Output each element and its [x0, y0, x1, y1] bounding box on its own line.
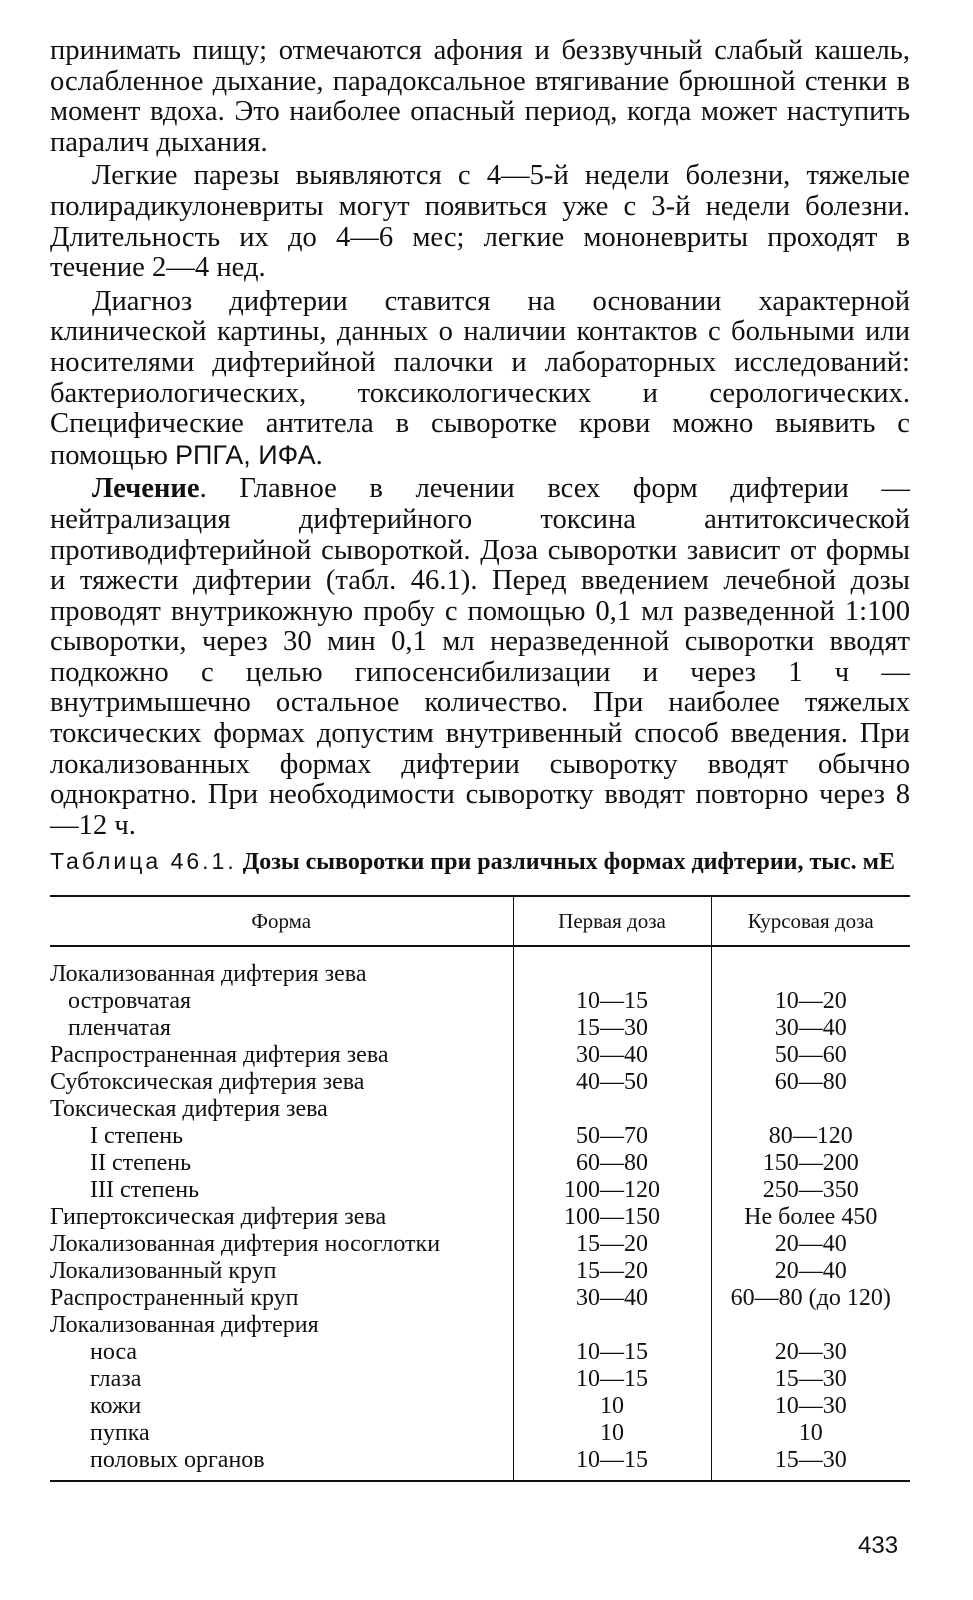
paragraph-3: [50, 287, 910, 472]
header-course-dose: Курсовая доза: [711, 896, 910, 946]
header-first-dose: Первая доза: [513, 896, 711, 946]
table-row: [50, 1069, 910, 1096]
cell-course-dose: 20—40: [774, 1231, 847, 1257]
cell-first-dose: 60—80: [513, 1150, 711, 1177]
cell-course-dose: 15—30: [774, 1366, 847, 1392]
table-header-row: [50, 896, 910, 946]
cell-course-dose: 60—80 (до 120): [730, 1285, 891, 1311]
cell-form: половых органов: [50, 1447, 513, 1481]
cell-first-dose: 40—50: [513, 1069, 711, 1096]
table-row: [50, 1123, 910, 1150]
table-row: [50, 1042, 910, 1069]
abbreviations: РПГА, ИФА: [175, 439, 316, 470]
paragraph-4: [50, 474, 910, 841]
cell-form: Субтоксическая дифтерия зева: [50, 1069, 513, 1096]
cell-course-dose: 20—30: [774, 1339, 847, 1365]
cell-first-dose: 15—20: [513, 1258, 711, 1285]
cell-form: Токсическая дифтерия зева: [50, 1096, 513, 1123]
cell-form: Гипертоксическая дифтерия зева: [50, 1204, 513, 1231]
cell-course-dose: 80—120: [768, 1123, 853, 1149]
table-caption: [50, 848, 910, 876]
cell-form: II степень: [50, 1150, 513, 1177]
table-row: [50, 1150, 910, 1177]
table-row: [50, 1339, 910, 1366]
table-row: [50, 1312, 910, 1339]
cell-course-dose: 50—60: [774, 1042, 847, 1068]
cell-first-dose: 10: [513, 1420, 711, 1447]
cell-first-dose: [513, 1096, 711, 1123]
cell-form: островчатая: [50, 988, 513, 1015]
cell-first-dose: 50—70: [513, 1123, 711, 1150]
cell-form: Локализованная дифтерия носоглотки: [50, 1231, 513, 1258]
table-row: [50, 1420, 910, 1447]
table-row: [50, 1015, 910, 1042]
cell-form: Локализованная дифтерия зева: [50, 961, 513, 988]
table-row: [50, 1258, 910, 1285]
cell-course-dose: 250—350: [762, 1177, 859, 1203]
cell-first-dose: 30—40: [513, 1285, 711, 1312]
table-row: [50, 988, 910, 1015]
header-form: Форма: [50, 896, 513, 946]
paragraph-4-text: . Главное в лечении всех форм дифтерии — нейтрализация дифтерийного токсина антитоксической противодифтерийной сывороткой. Доза сыворотки зависит от формы и тяжести дифтерии (табл. 46.1). Перед введением лечебной дозы проводят внутрикожную пробу с помощью 0,1 мл разведенной 1:100 сыворотки, через 30 мин 0,1 мл неразведенной сыворотки вводят подкожно с целью гипосенсибилизации и через 1 ч — внутримышечно остальное количество. При наиболее тяжелых токсических формах допустим внутривенный способ введения. При локализованных формах дифтерии сыворотку вводят обычно однократно. При необходимости сыворотку вводят повторно через 8—12 ч.: [50, 473, 910, 841]
table-row: [50, 1231, 910, 1258]
cell-form: глаза: [50, 1366, 513, 1393]
dose-table-wrapper: [50, 895, 910, 1482]
table-row: [50, 1393, 910, 1420]
cell-course-dose: [711, 1096, 910, 1123]
cell-form: носа: [50, 1339, 513, 1366]
body-text: [50, 36, 910, 844]
cell-first-dose: 100—120: [513, 1177, 711, 1204]
cell-first-dose: [513, 961, 711, 988]
table-row: [50, 1096, 910, 1123]
table-row: [50, 1366, 910, 1393]
table-row: [50, 1177, 910, 1204]
table-caption-label: Таблица 46.1.: [50, 848, 237, 874]
paragraph-3-text: Диагноз дифтерии ставится на основании характерной клинической картины, данных о наличии контактов с больными или носителями дифтерийной палочки и лабораторных исследований: бактериологических, токсикологических и серологических. Специфические антитела в сыворотке крови можно выявить с помощью: [50, 285, 910, 471]
cell-course-dose: Не более 450: [744, 1204, 878, 1230]
page-number: 433: [858, 1532, 899, 1559]
cell-course-dose: 10—20: [774, 988, 847, 1014]
table-row: [50, 1204, 910, 1231]
dose-table: [50, 895, 910, 1482]
treatment-heading: Лечение: [92, 473, 200, 505]
cell-first-dose: 10—15: [513, 1339, 711, 1366]
paragraph-1: принимать пищу; отмечаются афония и беззвучный слабый кашель, ослабленное дыхание, парадоксальное втягивание брюшной стенки в момент вдоха. Это наиболее опасный период, когда может наступить паралич дыхания.: [50, 35, 910, 158]
cell-form: пупка: [50, 1420, 513, 1447]
cell-form: Распространенная дифтерия зева: [50, 1042, 513, 1069]
table-caption-title: Дозы сыворотки при различных формах дифтерии, тыс. мЕ: [242, 849, 896, 875]
cell-first-dose: 10—15: [513, 1366, 711, 1393]
cell-first-dose: 30—40: [513, 1042, 711, 1069]
cell-form: III степень: [50, 1177, 513, 1204]
cell-form: кожи: [50, 1393, 513, 1420]
cell-first-dose: [513, 1312, 711, 1339]
paragraph-2: Легкие парезы выявляются с 4—5-й недели болезни, тяжелые полирадикулоневриты могут появиться уже с 3-й недели болезни. Длительность их до 4—6 мес; легкие мононевриты проходят в течение 2—4 нед.: [50, 160, 910, 284]
cell-first-dose: 10—15: [513, 1447, 711, 1481]
cell-course-dose: [711, 1312, 910, 1339]
cell-course-dose: 150—200: [762, 1150, 859, 1176]
table-row: [50, 1447, 910, 1481]
cell-form: Распространенный круп: [50, 1285, 513, 1312]
cell-course-dose: 10—30: [774, 1393, 847, 1419]
cell-first-dose: 15—30: [513, 1015, 711, 1042]
cell-form: I степень: [50, 1123, 513, 1150]
cell-course-dose: [711, 961, 910, 988]
cell-form: пленчатая: [50, 1015, 513, 1042]
paragraph-3-end: .: [315, 439, 323, 471]
cell-course-dose: 60—80: [774, 1069, 847, 1095]
cell-course-dose: 20—40: [774, 1258, 847, 1284]
cell-course-dose: 15—30: [774, 1447, 847, 1473]
cell-course-dose: 10: [798, 1420, 823, 1446]
cell-form: Локализованный круп: [50, 1258, 513, 1285]
cell-first-dose: 10: [513, 1393, 711, 1420]
table-body: [50, 946, 910, 1481]
cell-first-dose: 10—15: [513, 988, 711, 1015]
table-row: [50, 1285, 910, 1312]
cell-course-dose: 30—40: [774, 1015, 847, 1041]
table-row: [50, 961, 910, 988]
cell-first-dose: 100—150: [513, 1204, 711, 1231]
cell-form: Локализованная дифтерия: [50, 1312, 513, 1339]
cell-first-dose: 15—20: [513, 1231, 711, 1258]
